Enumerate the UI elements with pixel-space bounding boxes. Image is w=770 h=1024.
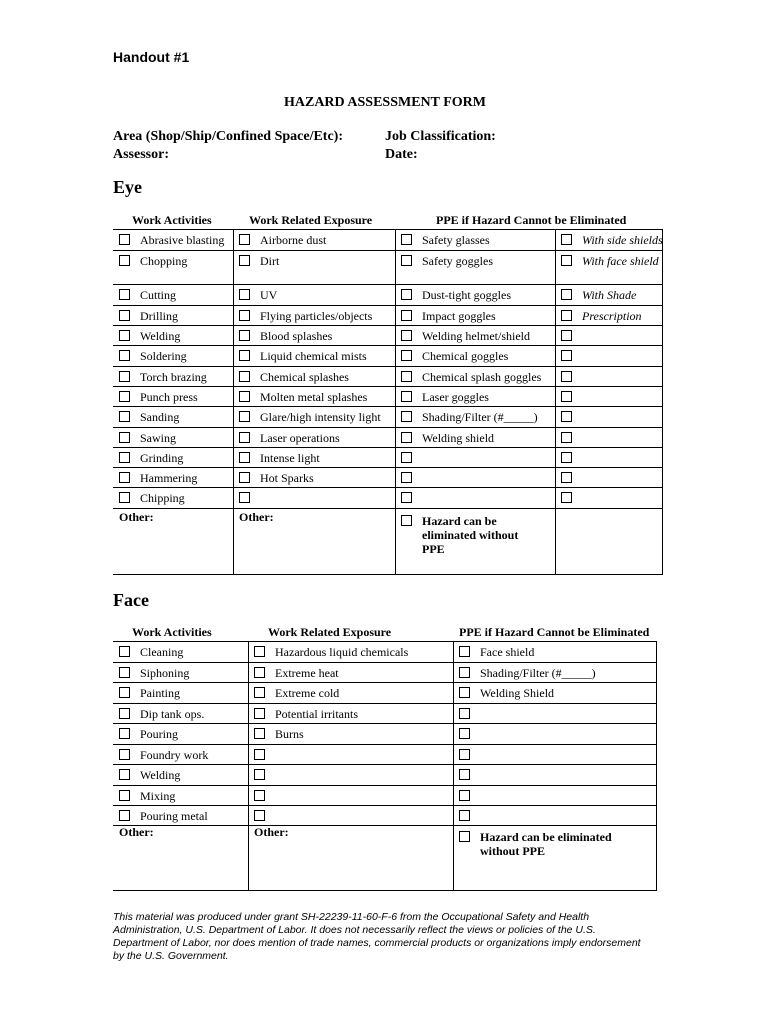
checkbox[interactable] [401, 371, 412, 382]
eye-ppe-option[interactable] [401, 390, 489, 404]
grant-disclaimer: This material was produced under grant SH-22239-11-60-F-6 from the Occupational Safety and Health Administration, U.S. Department of Labor. It does not necessarily reflect the views or policies of the U.S. Department of Labor, nor does mention of trade names, commercial products or organizations imply endorsement by the U.S. Government. [113, 911, 641, 962]
face-exposure-option[interactable] [254, 666, 339, 680]
checkbox[interactable] [459, 728, 470, 739]
checkbox[interactable] [401, 234, 412, 245]
face-ppe-option[interactable] [459, 645, 534, 659]
eye-activity-option[interactable] [119, 390, 198, 404]
checkbox[interactable] [561, 391, 572, 402]
face-hazard-eliminated-option[interactable] [459, 830, 639, 858]
eye-exposure-option[interactable] [239, 288, 277, 302]
checkbox[interactable] [561, 330, 572, 341]
eye-ppe-modifier-option[interactable] [561, 390, 661, 404]
eye-activity-option-label: Welding [140, 329, 181, 343]
checkbox[interactable] [239, 310, 250, 321]
eye-exposure-option[interactable] [239, 254, 279, 268]
checkbox[interactable] [254, 728, 265, 739]
eye-hazard-eliminated-option[interactable] [401, 514, 541, 556]
checkbox[interactable] [239, 411, 250, 422]
face-exposure-option[interactable] [254, 645, 408, 659]
checkbox[interactable] [401, 492, 412, 503]
row-divider [113, 406, 663, 407]
checkbox[interactable] [119, 371, 130, 382]
face-activity-option[interactable] [119, 768, 180, 782]
checkbox[interactable] [401, 255, 412, 266]
eye-ppe-modifier-option[interactable] [561, 309, 661, 323]
row-divider [113, 366, 663, 367]
row-divider [113, 508, 663, 509]
row-divider [113, 703, 657, 704]
eye-ppe-modifier-option[interactable] [561, 491, 661, 505]
eye-activity-option-label: Torch brazing [140, 370, 207, 384]
checkbox[interactable] [459, 687, 470, 698]
row-divider [113, 447, 663, 448]
checkbox[interactable] [459, 646, 470, 657]
face-activity-option-label: Dip tank ops. [140, 707, 205, 721]
eye-exposure-option-label: UV [260, 288, 278, 302]
checkbox[interactable] [119, 289, 130, 300]
eye-exposure-option[interactable] [239, 451, 320, 465]
eye-ppe-modifier-option[interactable] [561, 431, 661, 445]
checkbox[interactable] [119, 330, 130, 341]
eye-exposure-option-label: Blood splashes [260, 329, 333, 343]
checkbox[interactable] [561, 371, 572, 382]
checkbox[interactable] [119, 472, 130, 483]
face-header-exposure: Work Related Exposure [268, 625, 392, 639]
eye-other-exposure-label: Other: [239, 510, 274, 524]
eye-activity-option-label: Punch press [140, 390, 198, 404]
checkbox[interactable] [459, 708, 470, 719]
face-other-exposure-label: Other: [254, 825, 289, 839]
checkbox[interactable] [561, 234, 572, 245]
checkbox[interactable] [401, 350, 412, 361]
eye-ppe-modifier-option-label: Prescription [582, 309, 642, 323]
eye-ppe-option-label: Laser goggles [422, 390, 489, 404]
row-divider [113, 682, 657, 683]
checkbox[interactable] [119, 411, 130, 422]
face-ppe-option[interactable] [459, 748, 480, 762]
row-divider [113, 744, 657, 745]
face-exposure-option-label: Hazardous liquid chemicals [275, 645, 409, 659]
checkbox[interactable] [254, 687, 265, 698]
eye-activity-option-label: Grinding [140, 451, 184, 465]
face-header-activities: Work Activities [132, 625, 212, 639]
checkbox[interactable] [401, 515, 412, 526]
eye-exposure-option[interactable] [239, 233, 326, 247]
eye-exposure-option-label: Laser operations [260, 431, 340, 445]
eye-ppe-option-label: Dust-tight goggles [422, 288, 511, 302]
eye-activity-option-label: Abrasive blasting [140, 233, 225, 247]
checkbox[interactable] [561, 452, 572, 463]
checkbox[interactable] [239, 432, 250, 443]
face-hazard-eliminated-option-label: Hazard can be eliminated without PPE [480, 830, 612, 858]
eye-ppe-option[interactable] [401, 451, 422, 465]
checkbox[interactable] [119, 687, 130, 698]
checkbox[interactable] [401, 391, 412, 402]
face-activity-option[interactable] [119, 789, 175, 803]
face-assessment-table [113, 641, 657, 891]
face-activity-option-label: Pouring metal [140, 809, 208, 823]
eye-ppe-option[interactable] [401, 431, 494, 445]
face-ppe-option[interactable] [459, 666, 596, 680]
checkbox[interactable] [254, 708, 265, 719]
checkbox[interactable] [119, 728, 130, 739]
eye-activity-option-label: Chipping [140, 491, 185, 505]
eye-ppe-option-label: Safety glasses [422, 233, 490, 247]
checkbox[interactable] [254, 769, 265, 780]
eye-activity-option[interactable] [119, 370, 207, 384]
eye-ppe-modifier-option[interactable] [561, 329, 661, 343]
face-exposure-option-label: Extreme heat [275, 666, 339, 680]
checkbox[interactable] [401, 472, 412, 483]
checkbox[interactable] [119, 492, 130, 503]
checkbox[interactable] [119, 391, 130, 402]
face-activity-option-label: Painting [140, 686, 181, 700]
checkbox[interactable] [239, 255, 250, 266]
face-activity-option-label: Foundry work [140, 748, 209, 762]
eye-exposure-option[interactable] [239, 431, 340, 445]
eye-activity-option-label: Cutting [140, 288, 177, 302]
eye-ppe-option[interactable] [401, 370, 541, 384]
eye-exposure-option-label: Intense light [260, 451, 320, 465]
eye-activity-option-label: Drilling [140, 309, 178, 323]
form-title: HAZARD ASSESSMENT FORM [283, 95, 486, 110]
eye-activity-option[interactable] [119, 471, 197, 485]
face-exposure-option-label: Potential irritants [275, 707, 358, 721]
eye-ppe-option-label: Welding helmet/shield [422, 329, 531, 343]
eye-exposure-option-label: Chemical splashes [260, 370, 349, 384]
checkbox[interactable] [401, 432, 412, 443]
eye-ppe-modifier-option[interactable] [561, 254, 661, 268]
eye-ppe-option-label: Shading/Filter (#_____) [422, 410, 538, 424]
face-ppe-option-label: Face shield [480, 645, 535, 659]
eye-ppe-option[interactable] [401, 329, 530, 343]
eye-exposure-option-label: Flying particles/objects [260, 309, 373, 323]
eye-exposure-option-label: Hot Sparks [260, 471, 314, 485]
checkbox[interactable] [119, 708, 130, 719]
face-ppe-option-label: Welding Shield [480, 686, 555, 700]
face-ppe-option[interactable] [459, 686, 554, 700]
checkbox[interactable] [119, 646, 130, 657]
face-exposure-option[interactable] [254, 686, 339, 700]
face-exposure-option[interactable] [254, 789, 275, 803]
eye-activity-option[interactable] [119, 451, 183, 465]
face-ppe-option-label: Shading/Filter (#_____) [480, 666, 596, 680]
face-header-ppe: PPE if Hazard Cannot be Eliminated [459, 625, 650, 639]
row-divider [113, 305, 663, 306]
eye-section-title: Eye [113, 177, 142, 197]
row-divider [113, 723, 657, 724]
checkbox[interactable] [119, 255, 130, 266]
checkbox[interactable] [239, 391, 250, 402]
eye-activity-option[interactable] [119, 431, 176, 445]
date-label: Date: [385, 147, 418, 162]
eye-ppe-option-label: Welding shield [422, 431, 495, 445]
eye-exposure-option[interactable] [239, 329, 332, 343]
face-activity-option[interactable] [119, 727, 178, 741]
checkbox[interactable] [459, 831, 470, 842]
checkbox[interactable] [239, 452, 250, 463]
eye-ppe-modifier-option-label: With Shade [582, 288, 637, 302]
row-divider [113, 467, 663, 468]
face-exposure-option[interactable] [254, 727, 304, 741]
eye-ppe-modifier-option[interactable] [561, 410, 661, 424]
row-divider [113, 662, 657, 663]
eye-ppe-option-label: Chemical splash goggles [422, 370, 542, 384]
eye-ppe-modifier-option[interactable] [561, 471, 661, 485]
eye-ppe-modifier-option[interactable] [561, 233, 661, 247]
checkbox[interactable] [459, 790, 470, 801]
eye-other-activity-label: Other: [119, 510, 154, 524]
checkbox[interactable] [239, 350, 250, 361]
eye-activity-option[interactable] [119, 309, 178, 323]
checkbox[interactable] [254, 790, 265, 801]
eye-ppe-modifier-option[interactable] [561, 349, 661, 363]
face-activity-option-label: Cleaning [140, 645, 184, 659]
eye-exposure-option-label: Liquid chemical mists [260, 349, 367, 363]
eye-ppe-option[interactable] [401, 349, 508, 363]
checkbox[interactable] [561, 472, 572, 483]
eye-exposure-option-label: Glare/high intensity light [260, 410, 381, 424]
checkbox[interactable] [561, 492, 572, 503]
face-ppe-option[interactable] [459, 727, 480, 741]
row-divider [113, 386, 663, 387]
face-activity-option-label: Welding [140, 768, 181, 782]
face-activity-option[interactable] [119, 666, 189, 680]
form-meta-right [385, 128, 496, 164]
face-exposure-option[interactable] [254, 768, 275, 782]
eye-exposure-option[interactable] [239, 491, 260, 505]
eye-activity-option-label: Sanding [140, 410, 180, 424]
checkbox[interactable] [119, 667, 130, 678]
face-activity-option[interactable] [119, 748, 208, 762]
eye-assessment-table [113, 229, 663, 575]
eye-exposure-option[interactable] [239, 410, 381, 424]
checkbox[interactable] [254, 667, 265, 678]
eye-ppe-option[interactable] [401, 288, 511, 302]
checkbox[interactable] [561, 432, 572, 443]
face-activity-option[interactable] [119, 645, 183, 659]
eye-ppe-option-label: Impact goggles [422, 309, 496, 323]
checkbox[interactable] [459, 769, 470, 780]
eye-hazard-eliminated-option-label: Hazard can be eliminated without PPE [422, 514, 519, 556]
checkbox[interactable] [119, 769, 130, 780]
row-divider [113, 345, 663, 346]
face-exposure-option-label: Extreme cold [275, 686, 340, 700]
eye-ppe-option-label: Chemical goggles [422, 349, 509, 363]
eye-activity-option-label: Hammering [140, 471, 198, 485]
face-activity-option-label: Siphoning [140, 666, 190, 680]
checkbox[interactable] [459, 810, 470, 821]
assessor-label: Assessor: [113, 147, 169, 162]
eye-header-ppe: PPE if Hazard Cannot be Eliminated [436, 213, 627, 227]
checkbox[interactable] [254, 810, 265, 821]
checkbox[interactable] [119, 432, 130, 443]
face-activity-option[interactable] [119, 707, 204, 721]
eye-activity-option-label: Sawing [140, 431, 176, 445]
checkbox[interactable] [119, 810, 130, 821]
eye-exposure-option[interactable] [239, 471, 314, 485]
eye-exposure-option-label: Molten metal splashes [260, 390, 368, 404]
checkbox[interactable] [561, 310, 572, 321]
checkbox[interactable] [459, 749, 470, 760]
eye-exposure-option[interactable] [239, 390, 367, 404]
handout-number: Handout #1 [113, 49, 190, 65]
eye-activity-option[interactable] [119, 329, 180, 343]
checkbox[interactable] [401, 452, 412, 463]
eye-ppe-option[interactable] [401, 309, 496, 323]
face-exposure-option-label: Burns [275, 727, 304, 741]
face-ppe-option[interactable] [459, 789, 480, 803]
eye-activity-option[interactable] [119, 410, 179, 424]
eye-header-activities: Work Activities [132, 213, 212, 227]
checkbox[interactable] [401, 310, 412, 321]
checkbox[interactable] [119, 749, 130, 760]
checkbox[interactable] [561, 350, 572, 361]
eye-ppe-modifier-option[interactable] [561, 451, 661, 465]
row-divider [113, 427, 663, 428]
checkbox[interactable] [119, 310, 130, 321]
area-label: Area (Shop/Ship/Confined Space/Etc): [113, 129, 343, 144]
row-divider [113, 805, 657, 806]
face-activity-option-label: Pouring [140, 727, 179, 741]
eye-exposure-option[interactable] [239, 309, 372, 323]
eye-activity-option-label: Soldering [140, 349, 187, 363]
face-exposure-option[interactable] [254, 809, 275, 823]
checkbox[interactable] [401, 289, 412, 300]
checkbox[interactable] [561, 289, 572, 300]
eye-header-exposure: Work Related Exposure [249, 213, 373, 227]
checkbox[interactable] [254, 646, 265, 657]
eye-ppe-modifier-option-label: With side shields [582, 233, 663, 247]
checkbox[interactable] [119, 452, 130, 463]
row-divider [113, 487, 663, 488]
row-divider [113, 825, 657, 826]
checkbox[interactable] [119, 234, 130, 245]
checkbox[interactable] [401, 330, 412, 341]
row-divider [113, 284, 663, 285]
face-ppe-option[interactable] [459, 809, 480, 823]
checkbox[interactable] [239, 289, 250, 300]
eye-exposure-option-label: Airborne dust [260, 233, 327, 247]
face-ppe-option[interactable] [459, 707, 480, 721]
eye-activity-option[interactable] [119, 288, 176, 302]
face-activity-option-label: Mixing [140, 789, 176, 803]
eye-ppe-option[interactable] [401, 471, 422, 485]
eye-ppe-option[interactable] [401, 233, 490, 247]
checkbox[interactable] [239, 472, 250, 483]
checkbox[interactable] [401, 411, 412, 422]
checkbox[interactable] [561, 411, 572, 422]
eye-ppe-option[interactable] [401, 491, 422, 505]
eye-activity-option-label: Chopping [140, 254, 188, 268]
face-activity-option[interactable] [119, 809, 208, 823]
checkbox[interactable] [239, 371, 250, 382]
checkbox[interactable] [239, 330, 250, 341]
checkbox[interactable] [459, 667, 470, 678]
eye-ppe-option[interactable] [401, 410, 538, 424]
row-divider [113, 325, 663, 326]
face-ppe-option[interactable] [459, 768, 480, 782]
face-activity-option[interactable] [119, 686, 180, 700]
eye-activity-option[interactable] [119, 233, 224, 247]
row-divider [113, 250, 663, 251]
eye-ppe-option[interactable] [401, 254, 493, 268]
eye-activity-option[interactable] [119, 349, 187, 363]
eye-exposure-option[interactable] [239, 349, 367, 363]
eye-ppe-option-label: Safety goggles [422, 254, 493, 268]
face-section-title: Face [113, 590, 149, 610]
row-divider [113, 764, 657, 765]
checkbox[interactable] [239, 234, 250, 245]
form-meta-left [113, 128, 343, 164]
eye-activity-option[interactable] [119, 254, 187, 268]
job-classification-label: Job Classification: [385, 129, 496, 144]
checkbox[interactable] [561, 255, 572, 266]
checkbox[interactable] [239, 492, 250, 503]
face-exposure-option[interactable] [254, 748, 275, 762]
eye-ppe-modifier-option[interactable] [561, 370, 661, 384]
eye-ppe-modifier-option-label: With face shield [582, 254, 659, 268]
eye-ppe-modifier-option[interactable] [561, 288, 661, 302]
checkbox[interactable] [254, 749, 265, 760]
checkbox[interactable] [119, 350, 130, 361]
face-other-activity-label: Other: [119, 825, 154, 839]
eye-exposure-option[interactable] [239, 370, 349, 384]
eye-exposure-option-label: Dirt [260, 254, 280, 268]
face-exposure-option[interactable] [254, 707, 358, 721]
row-divider [113, 785, 657, 786]
eye-activity-option[interactable] [119, 491, 185, 505]
checkbox[interactable] [119, 790, 130, 801]
